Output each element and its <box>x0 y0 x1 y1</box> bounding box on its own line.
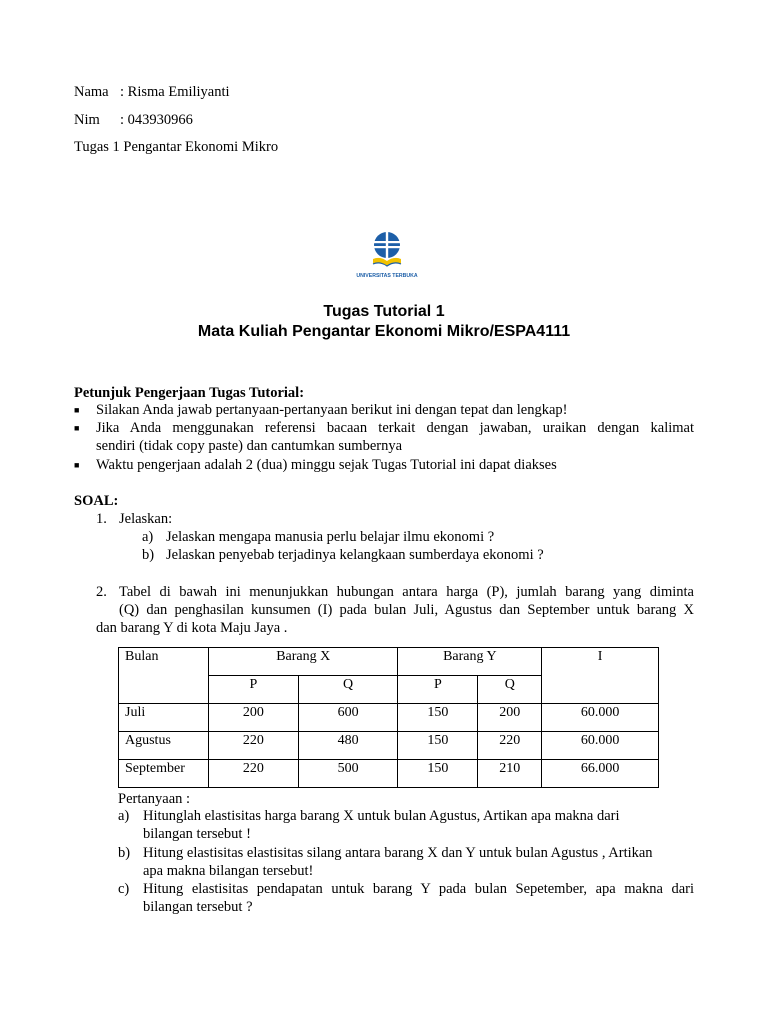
cell-bulan: Agustus <box>119 732 209 760</box>
cell-i: 60.000 <box>542 732 659 760</box>
cell-x-q: 600 <box>298 704 398 732</box>
university-logo <box>353 228 421 282</box>
title-line-1: Tugas Tutorial 1 <box>323 303 445 320</box>
qb-line-1: Hitung elastisitas elastisitas silang antara barang X dan Y untuk bulan Agustus , Artikan <box>143 845 653 861</box>
qc-label: c) <box>118 881 130 897</box>
qa-line-1: Hitunglah elastisitas harga barang X untuk bulan Agustus, Artikan apa makna dari <box>143 808 620 824</box>
questions-heading: Pertanyaan : <box>118 791 191 807</box>
q1a-label: a) <box>142 529 154 545</box>
qc-line-1: Hitung elastisitas pendapatan untuk barang Y pada bulan Sepetember, apa makna dari <box>143 881 694 897</box>
table-row <box>119 704 659 732</box>
instruction-item-3: Waktu pengerjaan adalah 2 (dua) minggu sejak Tugas Tutorial ini dapat diakses <box>96 457 557 473</box>
q1-text: Jelaskan: <box>119 511 173 527</box>
cell-bulan: Juli <box>119 704 209 732</box>
nim-line <box>74 111 193 129</box>
header-barang-x: Barang X <box>208 648 398 676</box>
cell-x-p: 200 <box>208 704 298 732</box>
subheader-x-p: P <box>208 676 298 704</box>
cell-bulan: September <box>119 760 209 788</box>
instruction-item-2-cont: sendiri (tidak copy paste) dan cantumkan sumbernya <box>96 438 403 454</box>
cell-x-p: 220 <box>208 732 298 760</box>
table-header-row <box>119 648 659 676</box>
subheader-y-q: Q <box>478 676 542 704</box>
header-bulan: Bulan <box>119 648 209 704</box>
bullet-icon: ■ <box>74 460 80 470</box>
instruction-item-2: Jika Anda menggunakan referensi bacaan terkait dengan jawaban, uraikan dengan kalimat <box>96 420 694 436</box>
qc-line-2: bilangan tersebut ? <box>143 899 253 915</box>
q1b-text: Jelaskan penyebab terjadinya kelangkaan sumberdaya ekonomi ? <box>166 547 544 563</box>
cell-i: 60.000 <box>542 704 659 732</box>
title-line-2: Mata Kuliah Pengantar Ekonomi Mikro/ESPA4111 <box>197 323 571 340</box>
name-label: Nama <box>74 84 109 100</box>
table-row <box>119 760 659 788</box>
cell-i: 66.000 <box>542 760 659 788</box>
qb-label: b) <box>118 845 131 861</box>
qa-label: a) <box>118 808 130 824</box>
cell-y-q: 210 <box>478 760 542 788</box>
q1b-label: b) <box>142 547 155 563</box>
q2-number: 2. <box>96 584 107 600</box>
header-i: I <box>542 648 659 704</box>
cell-y-p: 150 <box>398 732 478 760</box>
instruction-item-1: Silakan Anda jawab pertanyaan-pertanyaan berikut ini dengan tepat dan lengkap! <box>96 402 568 418</box>
qb-line-2: apa makna bilangan tersebut! <box>143 863 314 879</box>
header-barang-y: Barang Y <box>398 648 542 676</box>
cell-y-q: 220 <box>478 732 542 760</box>
logo-caption: UNIVERSITAS TERBUKA <box>356 273 418 279</box>
subheader-y-p: P <box>398 676 478 704</box>
q1a-text: Jelaskan mengapa manusia perlu belajar ilmu ekonomi ? <box>166 529 495 545</box>
cell-y-p: 150 <box>398 760 478 788</box>
soal-heading: SOAL: <box>74 493 119 509</box>
cell-y-q: 200 <box>478 704 542 732</box>
q2-line-2: (Q) dan penghasilan kunsumen (I) pada bulan Juli, Agustus dan September untuk barang X <box>119 602 694 618</box>
cell-x-q: 500 <box>298 760 398 788</box>
logo-emblem-icon <box>353 228 421 282</box>
bullet-icon: ■ <box>74 423 80 433</box>
bullet-icon: ■ <box>74 405 80 415</box>
q1-number: 1. <box>96 511 107 527</box>
subheader-x-q: Q <box>298 676 398 704</box>
table-row <box>119 732 659 760</box>
name-value: : Risma Emiliyanti <box>120 84 230 100</box>
cell-x-q: 480 <box>298 732 398 760</box>
data-table <box>118 647 659 788</box>
nim-label: Nim <box>74 112 100 128</box>
task-line: Tugas 1 Pengantar Ekonomi Mikro <box>74 139 279 155</box>
q2-line-1: Tabel di bawah ini menunjukkan hubungan antara harga (P), jumlah barang yang diminta <box>119 584 694 600</box>
nim-value: : 043930966 <box>120 112 193 128</box>
name-line <box>74 83 230 101</box>
q2-line-3: dan barang Y di kota Maju Jaya . <box>96 620 288 636</box>
cell-y-p: 150 <box>398 704 478 732</box>
cell-x-p: 220 <box>208 760 298 788</box>
qa-line-2: bilangan tersebut ! <box>143 826 251 842</box>
instructions-heading: Petunjuk Pengerjaan Tugas Tutorial: <box>74 385 305 401</box>
